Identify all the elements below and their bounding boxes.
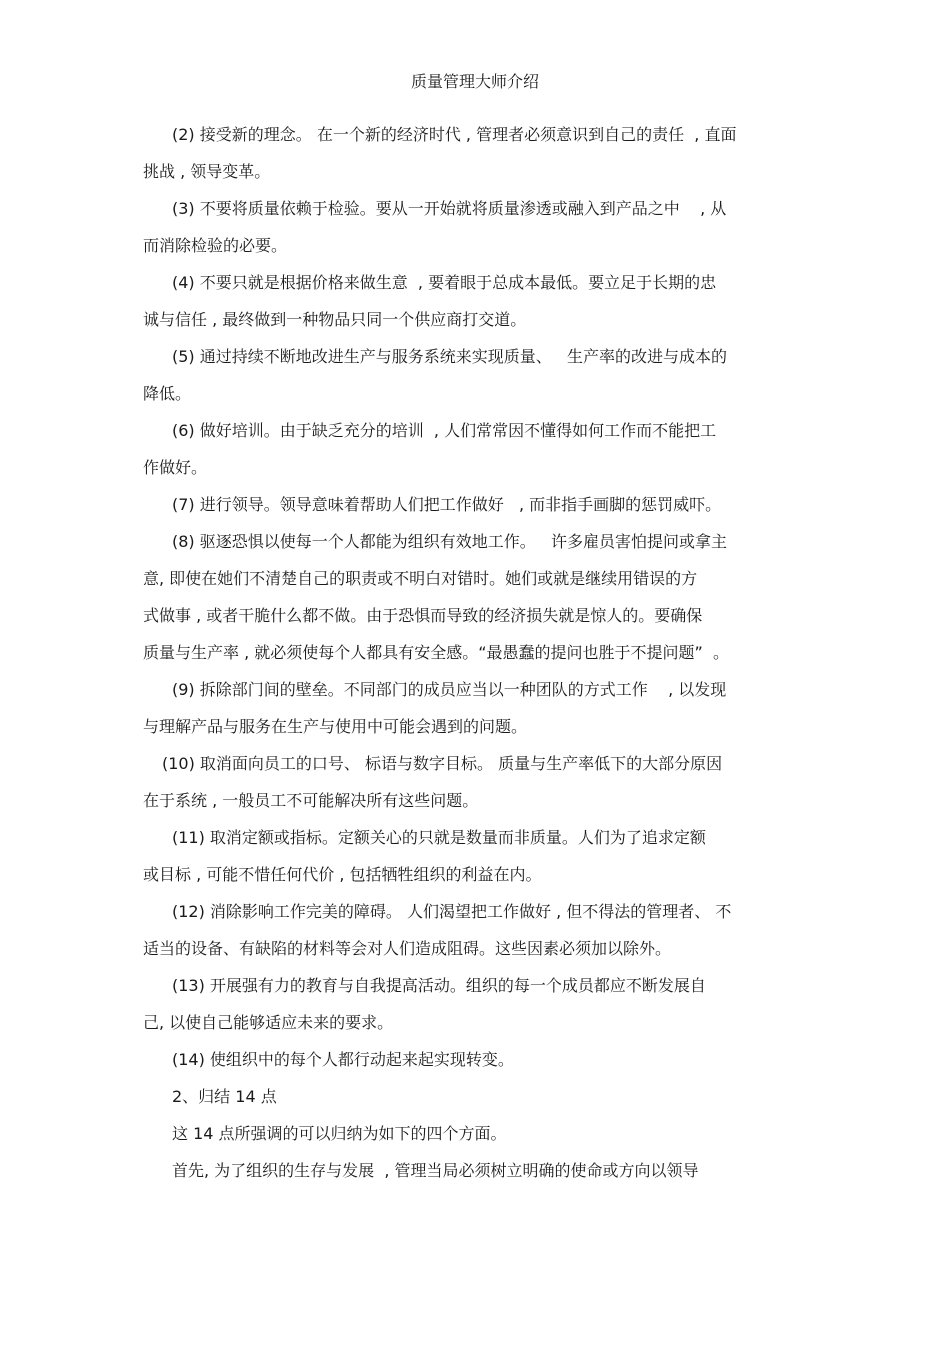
- paragraph-line: 挑战 , 领导变革。: [143, 162, 271, 181]
- paragraph-line: 降低。: [143, 384, 192, 403]
- paragraph-line: (10) 取消面向员工的口号、 标语与数字目标。 质量与生产率低下的大部分原因: [162, 754, 723, 773]
- paragraph-line: (13) 开展强有力的教育与自我提高活动。组织的每一个成员都应不断发展自: [172, 976, 706, 995]
- paragraph-line: (3) 不要将质量依赖于检验。要从一开始就将质量渗透或融入到产品之中 , 从: [172, 199, 727, 218]
- document-body: [143, 122, 808, 1195]
- paragraph-line: 质量与生产率 , 就必须使每个人都具有安全感。“最愚蠢的提问也胜于不提问题” 。: [143, 643, 730, 662]
- paragraph-line: (14) 使组织中的每个人都行动起来起实现转变。: [172, 1050, 514, 1069]
- paragraph-line: (5) 通过持续不断地改进生产与服务系统来实现质量、 生产率的改进与成本的: [172, 347, 728, 366]
- paragraph-line: (8) 驱逐恐惧以使每一个人都能为组织有效地工作。 许多雇员害怕提问或拿主: [172, 532, 728, 551]
- paragraph-line: (11) 取消定额或指标。定额关心的只就是数量而非质量。人们为了追求定额: [172, 828, 706, 847]
- paragraph-line: 意, 即使在她们不清楚自己的职责或不明白对错时。她们或就是继续用错误的方: [143, 569, 698, 588]
- paragraph-line: (9) 拆除部门间的壁垒。不同部门的成员应当以一种团队的方式工作 , 以发现: [172, 680, 727, 699]
- paragraph-line: 诚与信任 , 最终做到一种物品只同一个供应商打交道。: [143, 310, 527, 329]
- paragraph-line: (2) 接受新的理念。 在一个新的经济时代 , 管理者必须意识到自己的责任 , 直面: [172, 125, 737, 144]
- paragraph-line: 或目标 , 可能不惜任何代价 , 包括牺牲组织的利益在内。: [143, 865, 542, 884]
- paragraph-line: 作做好。: [143, 458, 208, 477]
- page-title: 质量管理大师介绍: [410, 72, 539, 91]
- paragraph-line: 与理解产品与服务在生产与使用中可能会遇到的问题。: [143, 717, 528, 736]
- paragraph-line: 在于系统 , 一般员工不可能解决所有这些问题。: [143, 791, 479, 810]
- section-heading: 2、归结 14 点: [172, 1087, 277, 1106]
- paragraph-line: 这 14 点所强调的可以归纳为如下的四个方面。: [172, 1124, 507, 1143]
- paragraph-line: (7) 进行领导。领导意味着帮助人们把工作做好 , 而非指手画脚的惩罚威吓。: [172, 495, 722, 514]
- paragraph-line: 而消除检验的必要。: [143, 236, 288, 255]
- paragraph-line: (6) 做好培训。由于缺乏充分的培训 , 人们常常因不懂得如何工作而不能把工: [172, 421, 717, 440]
- paragraph-line: 首先, 为了组织的生存与发展 , 管理当局必须树立明确的使命或方向以领导: [172, 1161, 699, 1180]
- paragraph-line: (4) 不要只就是根据价格来做生意 , 要着眼于总成本最低。要立足于长期的忠: [172, 273, 717, 292]
- paragraph-line: 适当的设备、有缺陷的材料等会对人们造成阻碍。这些因素必须加以除外。: [143, 939, 672, 958]
- paragraph-line: (12) 消除影响工作完美的障碍。 人们渴望把工作做好 , 但不得法的管理者、 不: [172, 902, 732, 921]
- paragraph-line: 式做事 , 或者干脆什么都不做。由于恐惧而导致的经济损失就是惊人的。要确保: [143, 606, 703, 625]
- paragraph-line: 己, 以使自己能够适应未来的要求。: [143, 1013, 394, 1032]
